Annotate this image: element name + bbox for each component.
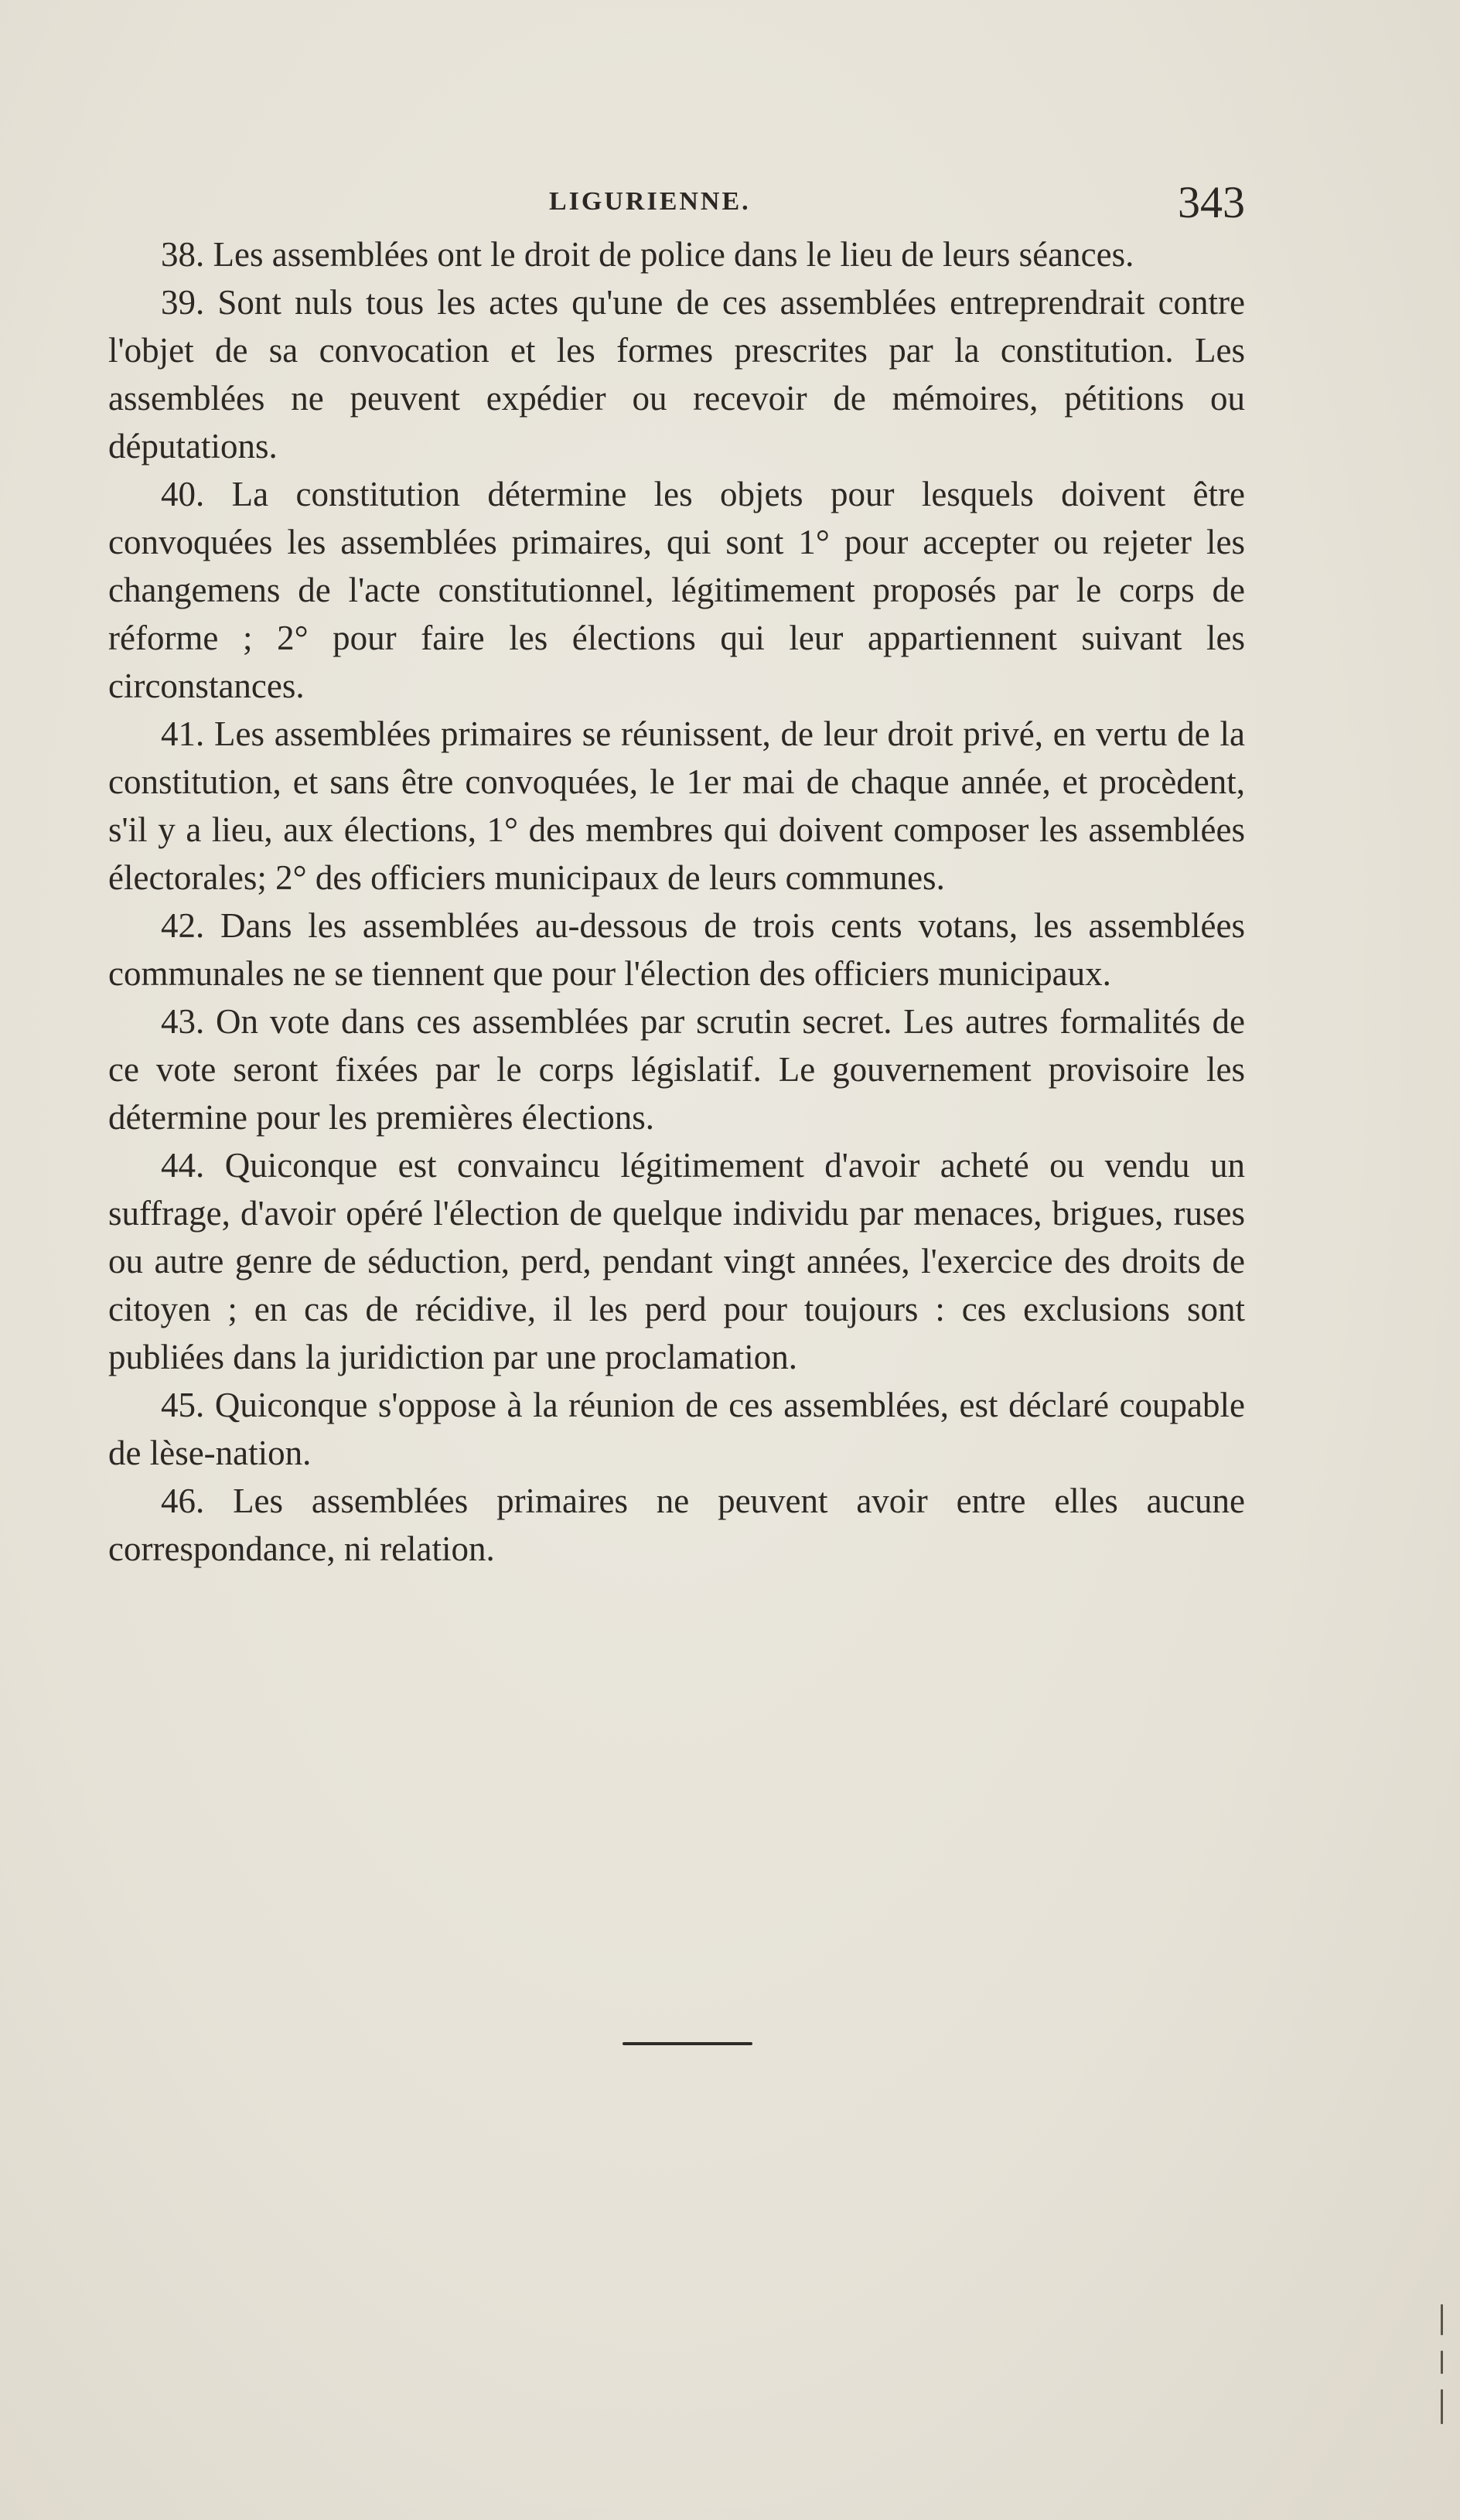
article-number: 45.: [161, 1386, 205, 1424]
article-number: 41.: [161, 714, 205, 753]
article-number: 38.: [161, 235, 205, 274]
page-header: [108, 176, 1245, 230]
article-text: Quiconque est convaincu légitimement d'avoir acheté ou vendu un suffrage, d'avoir opéré l'élection de quelque individu par menaces, brigues, ruses ou autre genre de séduction, perd, pendant vingt années, l'exercice des droits de citoyen ; en cas de récidive, il les perd pour toujours : ces exclusions sont publiées dans la juridiction par une proclamation.: [108, 1146, 1246, 1376]
article-39: [108, 278, 1245, 470]
article-43: [108, 997, 1245, 1141]
article-number: 39.: [161, 283, 205, 322]
edge-mark: [1441, 2351, 1443, 2374]
article-text: Les assemblées primaires ne peuvent avoir entre elles aucune correspondance, ni relation.: [108, 1482, 1246, 1568]
article-text: Dans les assemblées au-dessous de trois cents votans, les assemblées communales ne se tiennent que pour l'élection des officiers municipaux.: [108, 906, 1245, 993]
article-41: [108, 710, 1245, 902]
article-number: 43.: [161, 1002, 205, 1041]
page-edge-marks: [1423, 2304, 1454, 2436]
edge-mark: [1441, 2304, 1443, 2335]
article-text: La constitution détermine les objets pour lesquels doivent être convoquées les assemblées primaires, qui sont 1° pour accepter ou rejeter les changemens de l'acte constitutionnel, légitimement proposés par le corps de réforme ; 2° pour faire les élections qui leur appartiennent suivant les circonstances.: [108, 475, 1245, 705]
article-46: [108, 1477, 1245, 1573]
article-38: [108, 230, 1245, 278]
page-number: 343: [1178, 177, 1245, 227]
running-title: LIGURIENNE.: [549, 187, 751, 216]
article-number: 44.: [161, 1146, 205, 1185]
article-number: 40.: [161, 475, 205, 513]
article-45: [108, 1381, 1245, 1477]
article-number: 46.: [161, 1482, 205, 1520]
closing-rule: [623, 2042, 752, 2045]
article-text: Quiconque s'oppose à la réunion de ces assemblées, est déclaré coupable de lèse-nation.: [108, 1386, 1246, 1472]
article-text: On vote dans ces assemblées par scrutin secret. Les autres formalités de ce vote seront fixées par le corps législatif. Le gouvernement provisoire les détermine pour les premières élections.: [108, 1002, 1245, 1137]
article-42: [108, 902, 1245, 997]
edge-mark: [1441, 2389, 1443, 2424]
article-text: Sont nuls tous les actes qu'une de ces assemblées entreprendrait contre l'objet de sa convocation et les formes prescrites par la constitution. Les assemblées ne peuvent expédier ou recevoir de mémoires, pétitions ou députations.: [108, 283, 1245, 465]
article-44: [108, 1141, 1245, 1381]
article-text: Les assemblées primaires se réunissent, de leur droit privé, en vertu de la constitution, et sans être convoquées, le 1er mai de chaque année, et procèdent, s'il y a lieu, aux élections, 1° des membres qui doivent composer les assemblées électorales; 2° des officiers municipaux de leurs communes.: [108, 714, 1246, 897]
article-text: Les assemblées ont le droit de police dans le lieu de leurs séances.: [213, 235, 1134, 274]
article-number: 42.: [161, 906, 205, 945]
article-40: [108, 470, 1245, 710]
body-text: [108, 230, 1245, 1573]
